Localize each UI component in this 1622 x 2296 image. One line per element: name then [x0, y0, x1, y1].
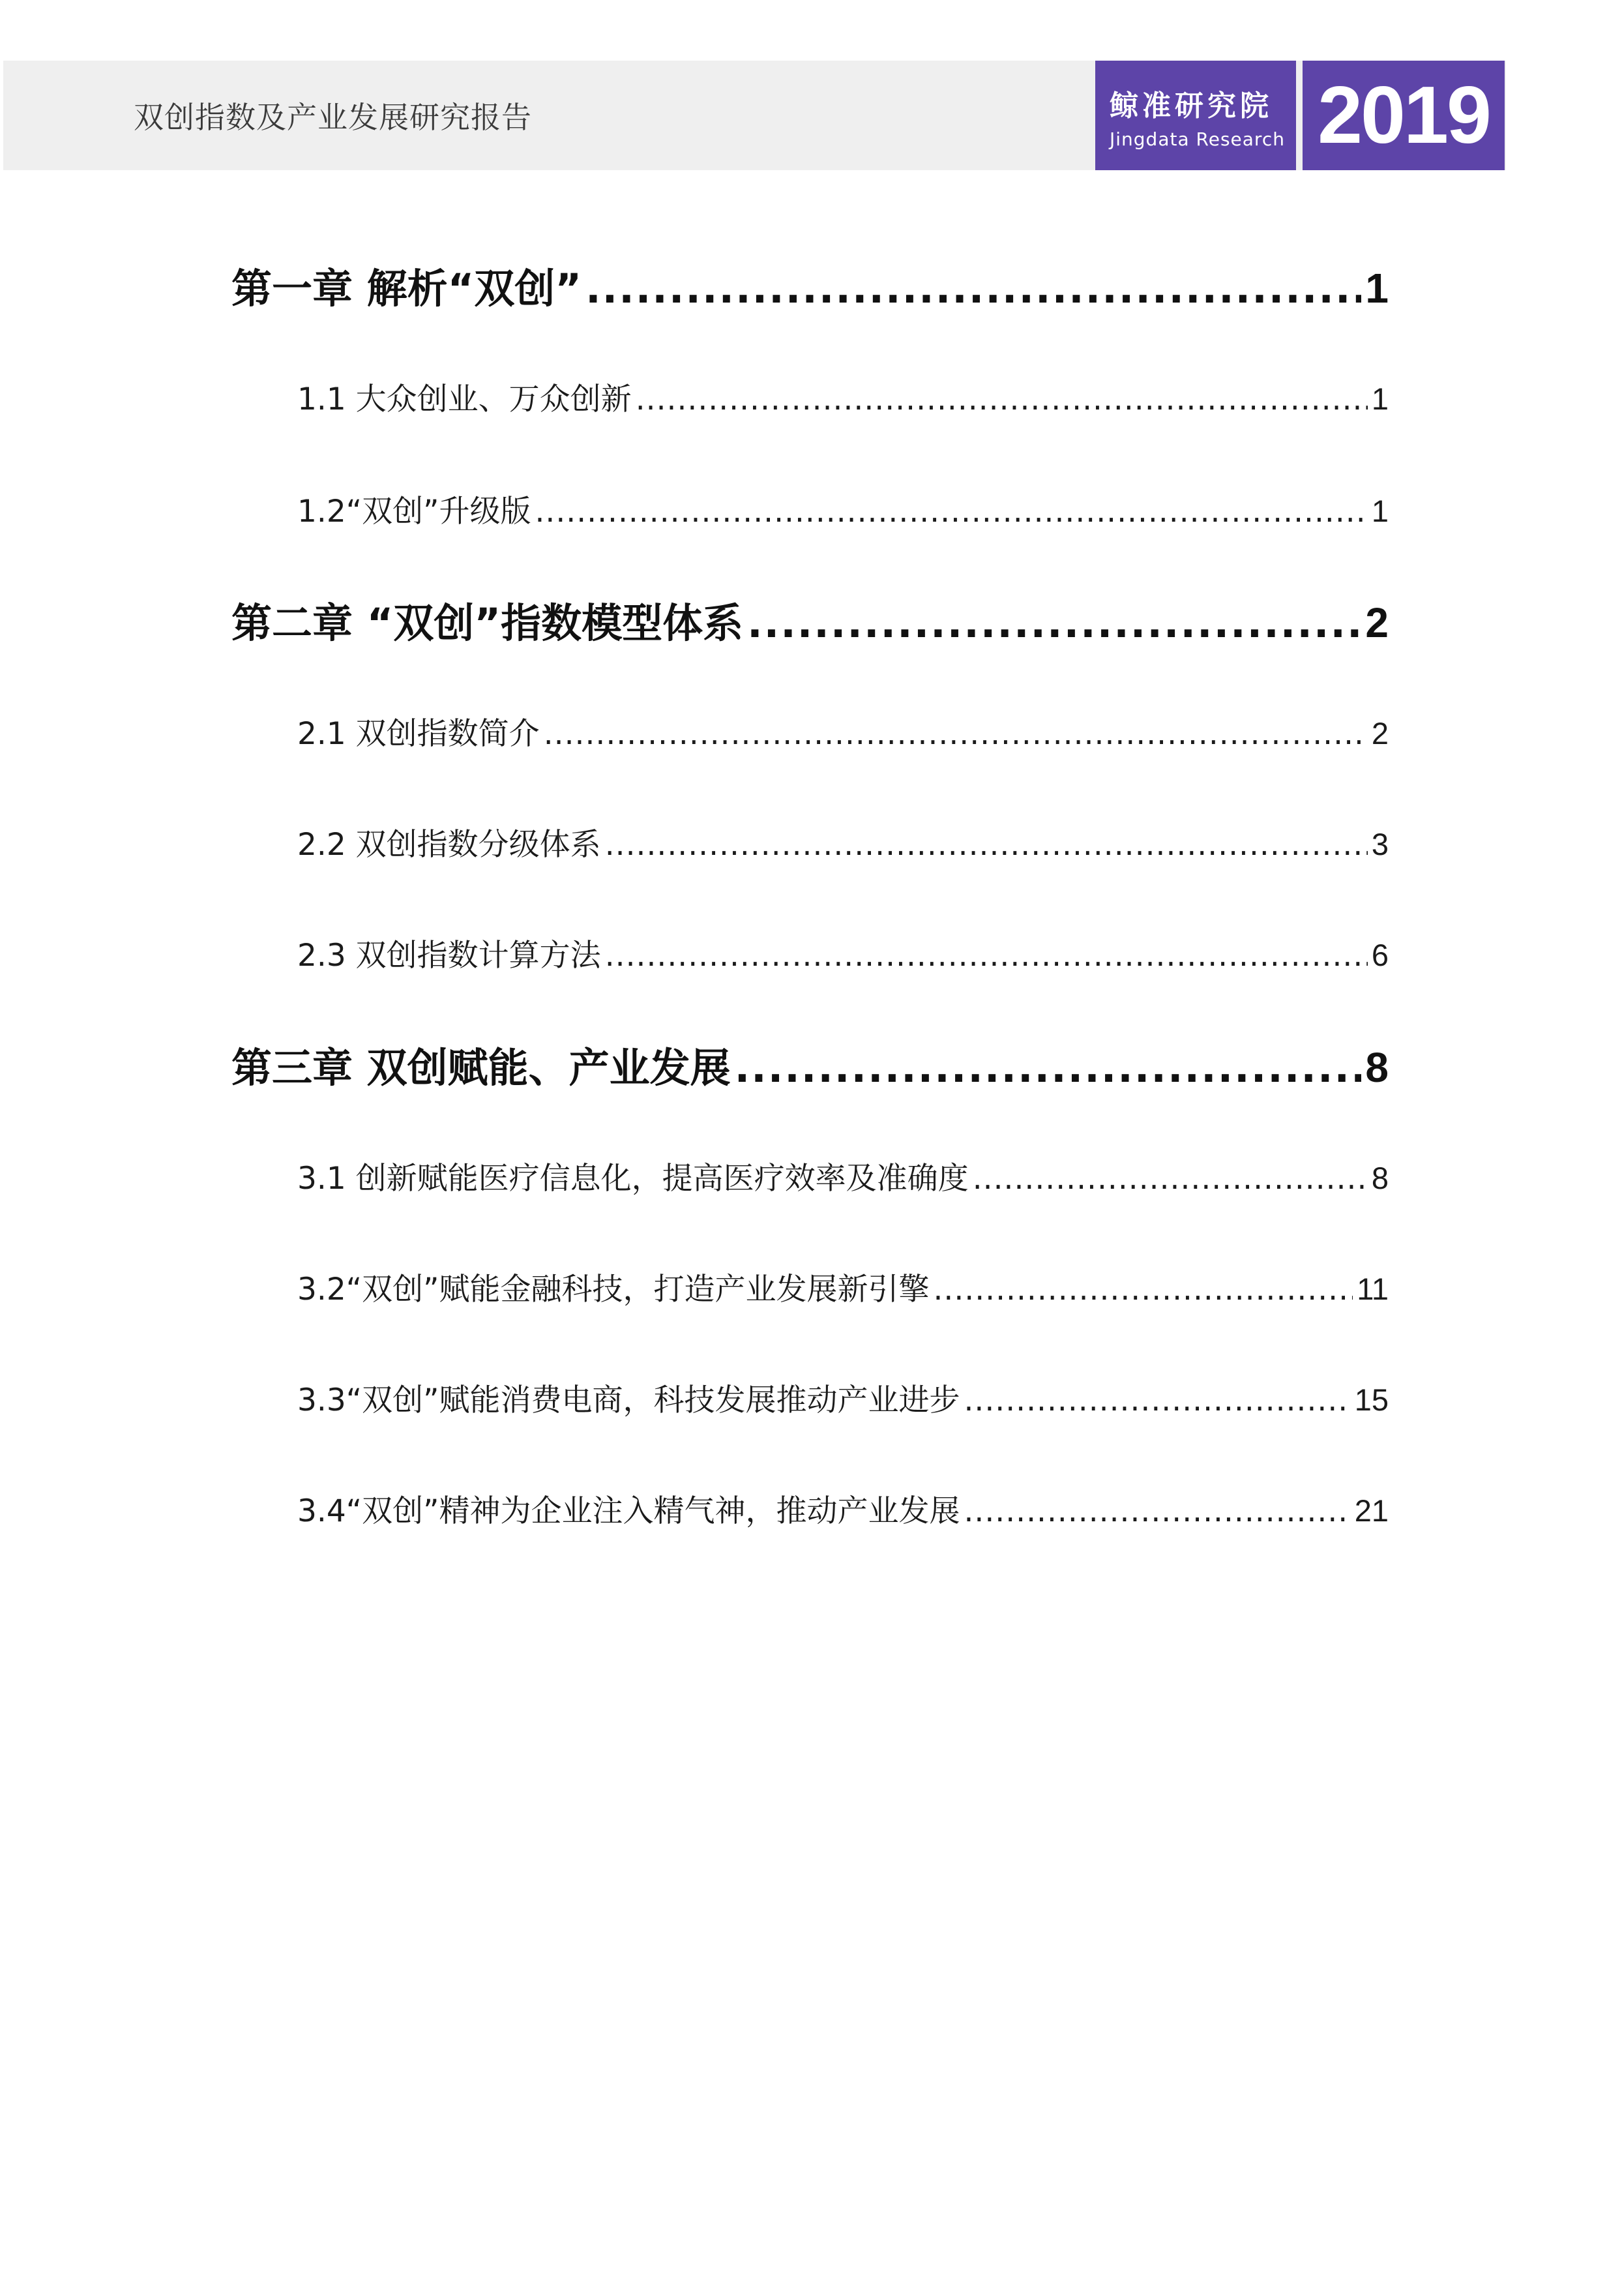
toc-section-3-3[interactable] — [297, 1379, 1389, 1422]
report-title: 双创指数及产业发展研究报告 — [134, 100, 532, 135]
toc-section-page: 11 — [1357, 1272, 1389, 1306]
toc-chapter-3-label: 第三章 双创赋能、产业发展 — [231, 1044, 731, 1092]
toc-chapter-2[interactable] — [231, 597, 1389, 649]
toc-section-page: 1 — [1371, 494, 1389, 528]
dot-leader — [933, 1269, 1353, 1311]
toc-section-label: 2.3 双创指数计算方法 — [297, 938, 601, 974]
dot-leader — [747, 597, 1361, 649]
toc-section-page: 2 — [1371, 716, 1389, 751]
toc-chapter-3-page: 8 — [1365, 1044, 1389, 1091]
toc-section-label: 2.1 双创指数简介 — [297, 716, 540, 752]
toc-section-2-3[interactable] — [297, 934, 1389, 977]
dot-leader — [535, 491, 1367, 533]
toc-section-1-1[interactable] — [297, 378, 1389, 421]
toc-section-1-2[interactable] — [297, 490, 1389, 533]
dot-leader — [964, 1380, 1350, 1422]
toc-section-3-4[interactable] — [297, 1490, 1389, 1532]
toc-section-2-1[interactable] — [297, 713, 1389, 755]
toc-section-label: 3.2“双创”赋能金融科技，打造产业发展新引擎 — [297, 1272, 930, 1307]
toc-chapter-2-label: 第二章 “双创”指数模型体系 — [231, 599, 744, 647]
toc-section-3-2[interactable] — [297, 1268, 1389, 1311]
toc-section-label: 1.1 大众创业、万众创新 — [297, 381, 632, 417]
dot-leader — [973, 1158, 1368, 1200]
brand-name-cn: 鲸准研究院 — [1110, 89, 1273, 123]
toc-section-label: 2.2 双创指数分级体系 — [297, 827, 601, 863]
toc-chapter-1-page: 1 — [1365, 265, 1389, 312]
toc-chapter-2-page: 2 — [1365, 599, 1389, 646]
dot-leader — [605, 824, 1368, 866]
dot-leader — [964, 1491, 1350, 1532]
dot-leader — [605, 935, 1368, 977]
dot-leader — [585, 263, 1361, 315]
toc-section-label: 3.3“双创”赋能消费电商，科技发展推动产业进步 — [297, 1382, 960, 1418]
toc-section-page: 6 — [1371, 938, 1389, 972]
dot-leader — [735, 1042, 1362, 1094]
toc-section-page: 21 — [1354, 1493, 1389, 1528]
dot-leader — [636, 379, 1368, 421]
toc-chapter-3[interactable] — [231, 1041, 1389, 1094]
toc-section-label: 1.2“双创”升级版 — [297, 494, 531, 529]
toc-section-label: 3.4“双创”精神为企业注入精气神，推动产业发展 — [297, 1493, 960, 1529]
toc-section-page: 8 — [1371, 1161, 1389, 1195]
toc-section-page: 15 — [1354, 1382, 1389, 1417]
toc-section-page: 1 — [1371, 381, 1389, 416]
toc-section-label: 3.1 创新赋能医疗信息化，提高医疗效率及准确度 — [297, 1161, 969, 1197]
toc-chapter-1[interactable] — [231, 262, 1389, 315]
toc-section-page: 3 — [1371, 827, 1389, 861]
brand-name-en: Jingdata Research — [1110, 128, 1285, 150]
toc-section-3-1[interactable] — [297, 1157, 1389, 1200]
toc-section-2-2[interactable] — [297, 824, 1389, 866]
report-year: 2019 — [1303, 61, 1505, 170]
brand-logo — [1095, 61, 1296, 170]
dot-leader — [544, 713, 1368, 755]
toc-chapter-1-label: 第一章 解析“双创” — [231, 265, 582, 312]
